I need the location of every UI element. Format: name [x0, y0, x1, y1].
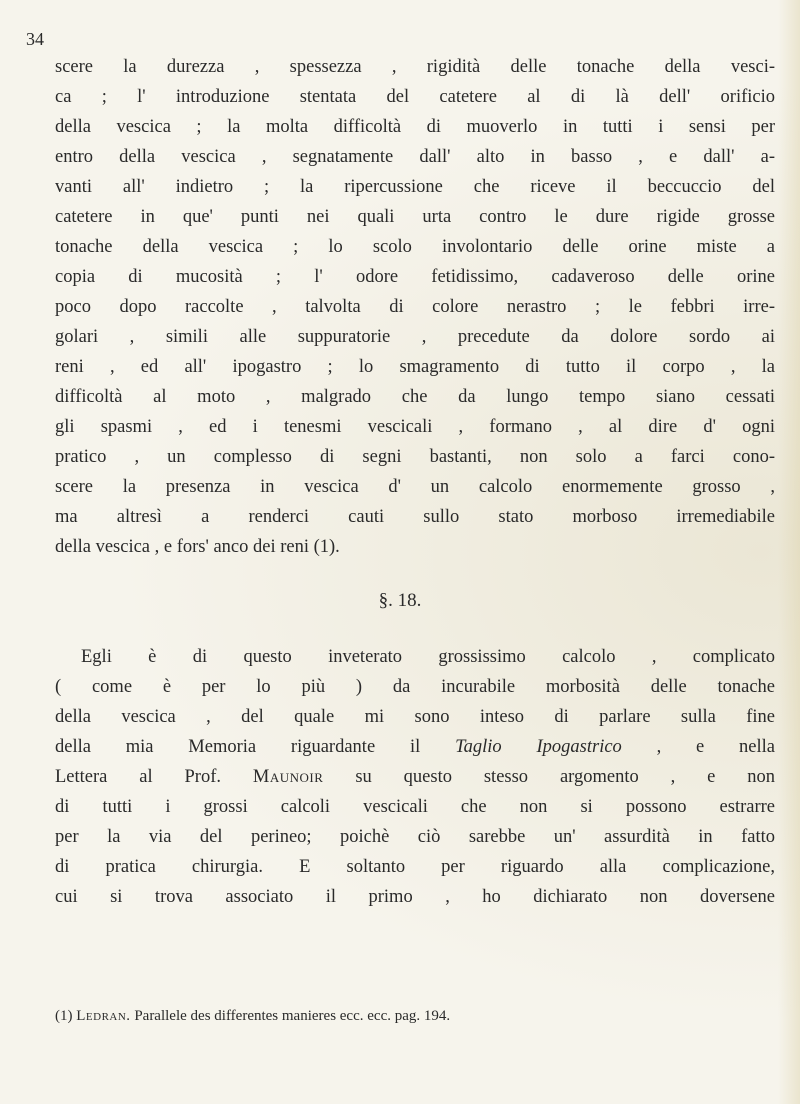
- footnote-author: Ledran.: [76, 1008, 131, 1024]
- text-line: gli spasmi , ed i tenesmi vescicali , formano , al dire d' ogni: [55, 417, 775, 437]
- text-line: della vescica , del quale mi sono inteso di parlare sulla fine: [55, 707, 775, 727]
- text-line: ma altresì a renderci cauti sullo stato morboso irremediabile: [55, 507, 775, 527]
- text-line: tonache della vescica ; lo scolo involontario delle orine miste a: [55, 237, 775, 257]
- text-run: della mia Memoria riguardante il: [55, 737, 456, 757]
- author-name: Maunoir: [252, 767, 324, 787]
- text-line: catetere in que' punti nei quali urta contro le dure rigide grosse: [55, 207, 775, 227]
- section-heading: §. 18.: [378, 590, 422, 611]
- text-line: scere la presenza in vescica d' un calcolo enormemente grosso ,: [55, 477, 775, 497]
- page-number: 34: [26, 29, 44, 49]
- text-line: entro della vescica , segnatamente dall' alto in basso , e dall' a-: [55, 147, 775, 167]
- text-line: ca ; l' introduzione stentata del catetere al di là dell' orificio: [55, 87, 775, 107]
- text-run: , e nella: [621, 737, 776, 757]
- text-line: di tutti i grossi calcoli vescicali che non si possono estrarre: [55, 797, 775, 817]
- text-line: golari , simili alle suppuratorie , precedute da dolore sordo ai: [55, 327, 775, 347]
- text-line: [55, 732, 775, 762]
- italic-title: Taglio Ipogastrico: [455, 737, 622, 757]
- paragraph-1: [55, 52, 775, 562]
- text-line: per la via del perineo; poichè ciò sarebbe un' assurdità in fatto: [55, 827, 775, 847]
- text-line: di pratica chirurgia. E soltanto per riguardo alla complicazione,: [55, 857, 775, 877]
- text-line: cui si trova associato il primo , ho dichiarato non doversene: [55, 887, 775, 907]
- footnote-marker: (1): [55, 1008, 77, 1024]
- text-run: su questo stesso argomento , e non: [323, 767, 775, 787]
- text-line: pratico , un complesso di segni bastanti, non solo a farci cono-: [55, 447, 775, 467]
- page-edge-shading: [778, 0, 800, 1104]
- footnote-text: Parallele des differentes manieres ecc. ecc. pag. 194.: [130, 1008, 451, 1024]
- text-line: poco dopo raccolte , talvolta di colore nerastro ; le febbri irre-: [55, 297, 775, 317]
- text-line: [55, 762, 775, 792]
- text-line: della vescica ; la molta difficoltà di muoverlo in tutti i sensi per: [55, 117, 775, 137]
- text-line: reni , ed all' ipogastro ; lo smagramento di tutto il corpo , la: [55, 357, 775, 377]
- text-line: vanti all' indietro ; la ripercussione che riceve il beccuccio del: [55, 177, 775, 197]
- paragraph-2: [55, 642, 775, 912]
- text-line: della vescica , e fors' anco dei reni (1).: [55, 537, 340, 557]
- text-line: scere la durezza , spessezza , rigidità delle tonache della vesci-: [55, 57, 775, 77]
- text-line: Egli è di questo inveterato grossissimo calcolo , complicato: [81, 647, 775, 667]
- footnote: [55, 1005, 775, 1027]
- text-run: Lettera al Prof.: [55, 767, 253, 787]
- text-line: difficoltà al moto , malgrado che da lungo tempo siano cessati: [55, 387, 775, 407]
- text-line: copia di mucosità ; l' odore fetidissimo, cadaveroso delle orine: [55, 267, 775, 287]
- text-line: ( come è per lo più ) da incurabile morbosità delle tonache: [55, 677, 775, 697]
